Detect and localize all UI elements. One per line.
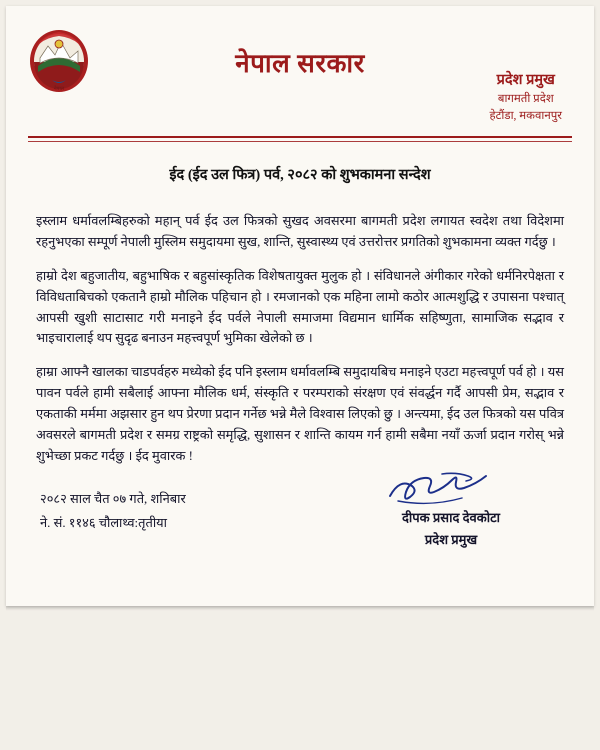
svg-text:नेपाल: नेपाल: [53, 87, 65, 92]
letterhead: [20, 16, 580, 134]
date-line-2: ने. सं. ११४६ चौेलाथ्व:तृतीया: [40, 515, 167, 530]
paragraph-3: हाम्रा आफ्नै खालका चाडपर्वहरु मध्येको ईद पनि इस्लाम धर्मावलम्बि समुदायबिच मनाइने एउटा महत्त्वपूर्ण पर्व हो । यस पावन पर्वले हामी सबैलाई आफ्ना मौलिक धर्म, संस्कृति र परम्पराको संरक्षण एवं संवर्द्धन गर्दै आपसी प्रेम, सद्भाव र एकताकी मर्ममा अझसार हुन थप प्रेरणा प्रदान गर्नेछ भन्ने मैले विश्वास लिएको छु । अन्त्यमा, ईद उल फित्रको यस पवित्र अवसरले बागमती प्रदेश र समग्र राष्ट्रको समृद्धि, सुशासन र शान्ति कायम गर्न हामी सबैमा नयाँ ऊर्जा प्रदान गरोस् भन्ने शुभेच्छा प्रकट गर्दछु । ईद मुवारक !: [36, 365, 564, 463]
office-block: [490, 70, 562, 124]
office-line-1: प्रदेश प्रमुख: [496, 72, 555, 88]
letter-sheet: [6, 6, 594, 606]
government-title: नेपाल सरकार: [235, 49, 365, 78]
header-divider-thin: [28, 141, 572, 142]
paragraph-1: इस्लाम धर्मावलम्बिहरुको महान् पर्व ईद उल फित्रको सुखद अवसरमा बागमती प्रदेश लगायत स्वदेश तथा विदेशमा रहनुभएका सम्पूर्ण नेपाली मुस्लिम समुदायमा सुख, शान्ति, सुस्वास्थ्य एवं उत्तरोत्तर प्रगतिको शुभकामना व्यक्त गर्दछु ।: [36, 213, 564, 249]
nepal-government-emblem-icon: [28, 28, 90, 94]
signer-name: दीपक प्रसाद देवकोटा: [402, 510, 500, 525]
sheet-shadow: [6, 606, 594, 611]
paragraph-2: हाम्रो देश बहुजातीय, बहुभाषिक र बहुसांस्कृतिक विशेषतायुक्त मुलुक हो । संविधानले अंगीकार गरेको धर्मनिरपेक्षता र विविधताबिचको एकतानै हाम्रो मौलिक पहिचान हो । रमजानको एक महिना लामो कठोर आत्मशुद्धि र उपासना पश्चात् आपसी खुशी साटासाट गरी मनाइने ईद पर्वले नेपाली समाजमा विद्यमान धार्मिक सहिष्णुता, सामाजिक सद्भाव र भाइचारालाई थप सुदृढ बनाउन महत्त्वपूर्ण भुमिका खेलेको छ ।: [36, 268, 564, 346]
message-title: ईद (ईद उल फित्र) पर्व, २०८२ को शुभकामना सन्देश: [169, 167, 431, 183]
message-body: [36, 198, 564, 480]
date-line-1: २०८२ साल चैत ०७ गते, शनिबार: [40, 492, 186, 506]
signature-mark-icon: [356, 470, 546, 506]
header-divider-thick: [28, 136, 572, 138]
letter-footer: [36, 484, 564, 594]
office-line-2: बागमती प्रदेश: [497, 93, 554, 106]
date-block: [40, 488, 186, 536]
signer-post: प्रदेश प्रमुख: [424, 532, 478, 547]
signature-block: [356, 470, 546, 548]
office-line-3: हेटौंडा, मकवानपुर: [489, 109, 562, 122]
